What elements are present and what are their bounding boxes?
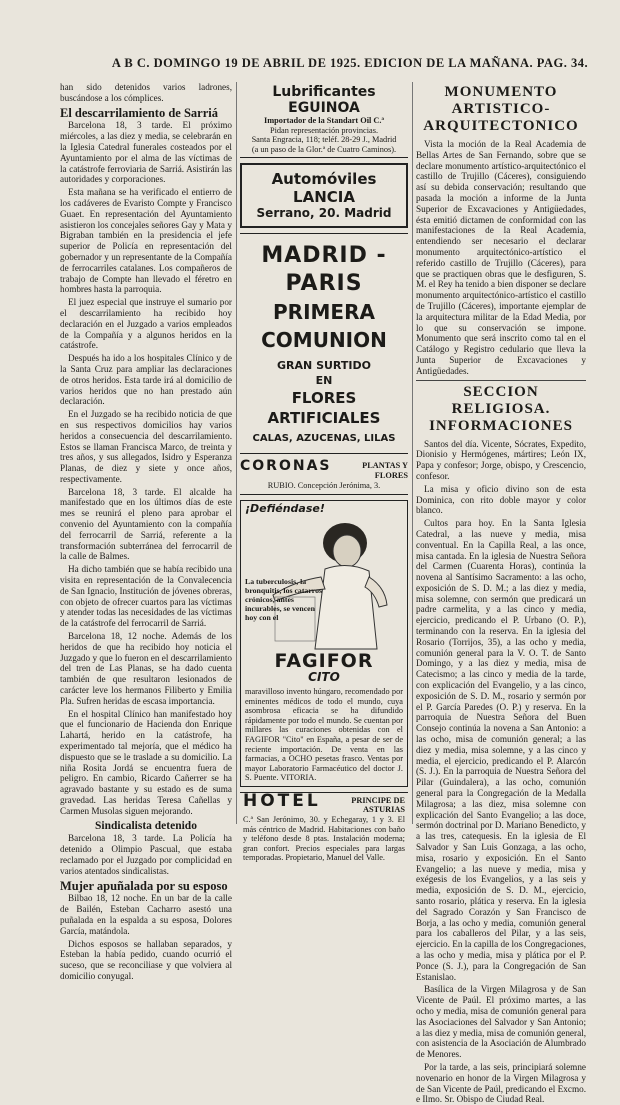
article-paragraph: Ha dicho también que se había recibido una visita en representación de la Convalecencia de San Ignacio, Institución de jóvenes obreras, con objeto de ofrecer cuartos para las víctimas y atender todas las necesidades de las víctimas de la catástrofe del ferrocarril de Sarriá. [60,564,232,629]
page-header: A B C. DOMINGO 19 DE ABRIL DE 1925. EDICION DE LA MAÑANA. PAG. 34. [111,56,589,70]
ad-eguinoa-line: Pidan representación provincias. [269,125,379,135]
ad-hotel-title: HOTEL [243,790,321,811]
ad-coronas-address: RUBIO. Concepción Jerónima, 3. [267,480,381,490]
section-rule [416,380,586,381]
article-paragraph: En el hospital Clínico han manifestado hoy que el funcionario de Hacienda don Enrique Lahartá, herido en la catástrofe, ha experimentado tal mejoría, que el médico ha dispuesto que se le traslade a su domicilio. La niña Rosita Jordá se encuentra fuera de peligro. En cambio, Ricardo Cañerrer se ha agravado bastante y su estado es de suma gravedad. Las heridas Teresa Cañellas y Carmen Musolas siguen mejorando. [60,708,232,816]
intro-paragraph: han sido detenidos varios ladrones, buscándose a los cómplices. [60,82,232,103]
article-paragraph: El juez especial que instruye el sumario por el descarrilamiento ha recibido hoy declaración en el Juzgado a varios empleados de la Compañía y a algunos heridos en la catástrofe. [60,297,232,351]
ad-fagifor-text: La tuberculosis, la bronquitis, los catarros crónicos, antes incurables, se vencen hoy con el [245,576,323,622]
headline-monumento: MONUMENTO ARTISTICO-ARQUITECTONICO [423,84,579,134]
headline-seccion-religiosa: SECCION RELIGIOSA. INFORMACIONES [429,383,573,434]
ad-fagifor-badge: ¡Defiéndase! [245,502,325,516]
ad-coronas-title: CORONAS [240,458,332,475]
ad-fagifor-body: maravilloso invento húngaro, recomendado por eminentes médicos de todo el mundo, cuya asombrosa eficacia se ha difundido rápidamente por todo el mundo. Se cuentan por millares las curaciones obtenidas con el FAGIFOR "Cito" en España, a pesar de ser de reciente importación. De venta en las farmacias, a OCHO pesetas frasco. Ventas por mayor Laboratorio Farmacéutico del doctor J. S. Puente. VITORIA. [245,686,403,783]
ad-madrid-paris-title: MADRID - PARIS [261,243,387,297]
ad-coronas [240,459,408,495]
article-paragraph: Basílica de la Virgen Milagrosa y de San Vicente de Paúl. El próximo martes, a las ocho y media, misa de comunión general para las Asociaciones del Salvador y San Antonio; a las diez y media, misa de comunión general, con asistencia de la Asociación de Alumbrado de Menores. [416,984,586,1060]
ad-fagifor-illustration [245,517,403,649]
ad-hotel-side: PRINCIPE DE ASTURIAS [351,795,405,815]
column-divider [236,82,237,824]
ad-coronas-side: PLANTAS Y FLORES [362,461,408,480]
column-divider [412,82,413,824]
article-paragraph: Cultos para hoy. En la Santa Iglesia Catedral, a las nueve y media, misa conventual. En la Capilla Real, a las once, misa cantada. En la iglesia de Nuestra Señora del Carmen (Cuarenta Horas), continúa la novena al Santísimo Sacramento: a las ocho, exposición de S. D. M.; a las diez y media, misa solemne, con sermón que predicará un padre carmelita, y a las cinco y media, ejercicio, predicando el P. Urbano (O. P.), terminando con la reserva. En la iglesia del Rosario (Torrijos, 35), a las ocho y media, comunión general para la V. O. T. de Santo Domingo, y a las diez y media, misa de Catecismo; a las cinco y media de la tarde, con explicación del Evangelio, y a las cinco, exposición de S. D. M., rosario y sermón por el P. García Paredes (O. P.) y reserva. En la parroquia de Nuestra Señora del Buen Consejo continúa la novena a San Antonio: a las ocho, misa de comunión general; a las diez y media, misa solemne, y a las cinco y media, el ejercicio, predicando el P. Alarcón (S. J.). En la parroquia de Nuestra Señora del Pilar (Guindalera), a las ocho, comunión general para la Congregación de la Medalla Milagrosa; a las diez, misa solemne con explicación del Santo Evangelio; a las doce, sermón doctrinal por D. Mariano Benedicto, y a las tres, catequesis. En la iglesia de El Salvador y San Luis Gonzaga, a las ocho, misa, rosario y exposición. En el Santo Evangelio; a las nueve y media, misa y exégesis de los Evangelios, y a las seis y media, exposición de S. D. M., ejercicio, santo rosario, plática y reserva. En la iglesia del Sagrado Corazón y San Francisco de Borja, a las ocho y media, comunión general para los caballeros del Pilar, y a las seis, ejercicio. En la capilla de los Congregaciones, a las ocho y media, misa y plática por el P. Ponce (S. J.), para la Congregación de San Estanislao. [416,518,586,982]
ad-eguinoa-title: Lubrificantes EGUINOA [272,84,376,116]
ad-fagifor-brand: FAGIFOR [274,649,374,672]
ad-primera-comunion: PRIMERA COMUNION [261,300,387,353]
ad-lancia [240,163,408,228]
article-paragraph: Barcelona 18, 3 tarde. El alcalde ha manifestado que en los últimos días de este mes se reunirá el pleno para aprobar el convenio del Ayuntamiento con la compañía del ferrocarril de Sarriá, referente a la transformación subterránea del ferrocarril de la calle de Balmes. [60,486,232,562]
ad-fagifor-brand-sub: CITO [308,669,340,684]
article-paragraph: Bilbao 18, 12 noche. En un bar de la calle de Bailén, Esteban Cacharro asestó una puñalada en la espalda a su esposa, Dolores García, matándola. [60,893,232,936]
article-paragraph: Barcelona 18, 3 tarde. El próximo miércoles, a las diez y media, se celebrarán en la Iglesia Catedral funerales costeados por el Ayuntamiento por el alma de las víctimas de la catástrofe ferroviaria de Sarriá. Asistirán las autoridades y corporaciones. [60,120,232,185]
ad-lancia-address: Serrano, 20. Madrid [256,206,392,221]
headline-sarria: El descarrilamiento de Sarriá [60,105,218,120]
ad-madrid-paris [240,233,408,454]
ad-lancia-title: Automóviles LANCIA [271,170,377,207]
ad-eguinoa-line: Importador de la Standart Oil C.ª [264,116,384,125]
headline-sindicalista: Sindicalista detenido [95,819,197,832]
ad-fagifor [240,500,408,787]
article-paragraph: Barcelona 18, 12 noche. Además de los heridos de que ha recibido hoy noticia el Juzgado y que lo fueron en el descarrilamiento del tren de Las Planas, se ha dado cuenta también de que resultaron lesionados de carácter leve los hermanos Filiberto y Emilia Pla. Sufren heridas de escasa importancia. [60,631,232,706]
article-paragraph: Dichos esposos se hallaban separados, y Esteban la había pedido, cuando ocurrió el suceso, que se reconciliase y que volviera al domicilio conyugal. [60,938,232,981]
article-paragraph: Barcelona 18, 3 tarde. La Policía ha detenido a Olimpio Pascual, que estaba reclamado por el Juzgado por complicidad en varios atentados sindicalistas. [60,833,232,876]
ad-eguinoa [240,82,408,158]
left-column [60,82,232,981]
ad-eguinoa-line: Santa Engracia, 118; teléf. 28-29 J., Madrid [251,135,397,145]
article-paragraph: Santos del día. Vicente, Sócrates, Expedito, Dionisio y Hermógenes, mártires; León IX, Papa y confesor; Jorge, obispo, y Crescencio, confesor. [416,438,586,481]
ad-en: EN [315,374,333,388]
headline-mujer: Mujer apuñalada por su esposo [60,878,228,893]
ad-hotel [240,792,408,865]
article-paragraph: La misa y oficio divino son de esta Dominica, con rito doble mayor y color blanco. [416,483,586,516]
ad-flores-artificiales: FLORES ARTIFICIALES [267,389,381,428]
ad-eguinoa-line: (a un paso de la Glor.ª de Cuatro Caminos). [251,144,397,154]
article-paragraph: Esta mañana se ha verificado el entierro de los cadáveres de Evaristo Compte y Francisco Guaet. En representación del Ayuntamiento asistieron los concejales señores Gay y Mata y Bigraban también en la presidencia el jefe superior de Policía en representación del gobernador y un representante de la Compañía de ferrocarriles catalanes. Los compañeros de trabajo de Compte han llevado el féretro en hombres hasta la parroquia. [60,187,232,295]
ad-calas: CALAS, AZUCENAS, LILAS [252,433,396,445]
middle-column [240,82,408,863]
article-paragraph: Vista la moción de la Real Academia de Bellas Artes de San Fernando, sobre que se declare monumento artístico-arquitectónico el castillo de Trujillo (Cáceres), consiguiendo así su debida conservación; resultando que pasada la moción a informe de la Junta Superior de Excavaciones y Antigüedades, ésta emitió dictamen de conformidad con las manifestaciones de la Real Academia, entendiendo ser necesario el declarar monumento arquitectónico-artístico el referido castillo de Trujillo (Cáceres), para que se practiquen obras que le desfiguren, S. M. el Rey ha tenido a bien disponer se declare monumento arquitectónico-artístico el castillo de Trujillo (Cáceres), importante ejemplar de la arquitectura militar de la Edad Media, por lo que su conservación se impone. Monumento que será inscrito como tal en el Catálogo y Registro cedulario que lleva la Junta Superior de Excavaciones y Antigüedades. [416,139,586,376]
right-column [416,82,586,1105]
ad-gran-surtido: GRAN SURTIDO [277,359,371,373]
ad-hotel-body: C.ª San Jerónimo, 30. y Echegaray, 1 y 3. El más céntrico de Madrid. Habitaciones con baño y teléfono desde 8 ptas. Instalación moderna; gran confort. Precios especiales para largas temporadas. Propietario, Manuel del Valle. [243,815,405,863]
article-paragraph: En el Juzgado se ha recibido noticia de que en sus respectivos domicilios hay varios heridos a consecuencia del descarrilamiento. Estos se llaman Francisca Marco, de treinta y tres años, y sus allegados, Isidro y Esperanza Planas, de diez y siete y once años, respectivamente. [60,409,232,484]
article-paragraph: Por la tarde, a las seis, principiará solemne novenario en honor de la Virgen Milagrosa y de San Vicente de Paúl, predicando el Excmo. e Ilmo. Sr. Obispo de Ciudad Real. [416,1061,586,1105]
article-paragraph: Después ha ido a los hospitales Clínico y de la Santa Cruz para ampliar las declaraciones de otros heridos. Esta tarde irá al domicilio de varios heridos que no han prestado aún declaración. [60,353,232,407]
